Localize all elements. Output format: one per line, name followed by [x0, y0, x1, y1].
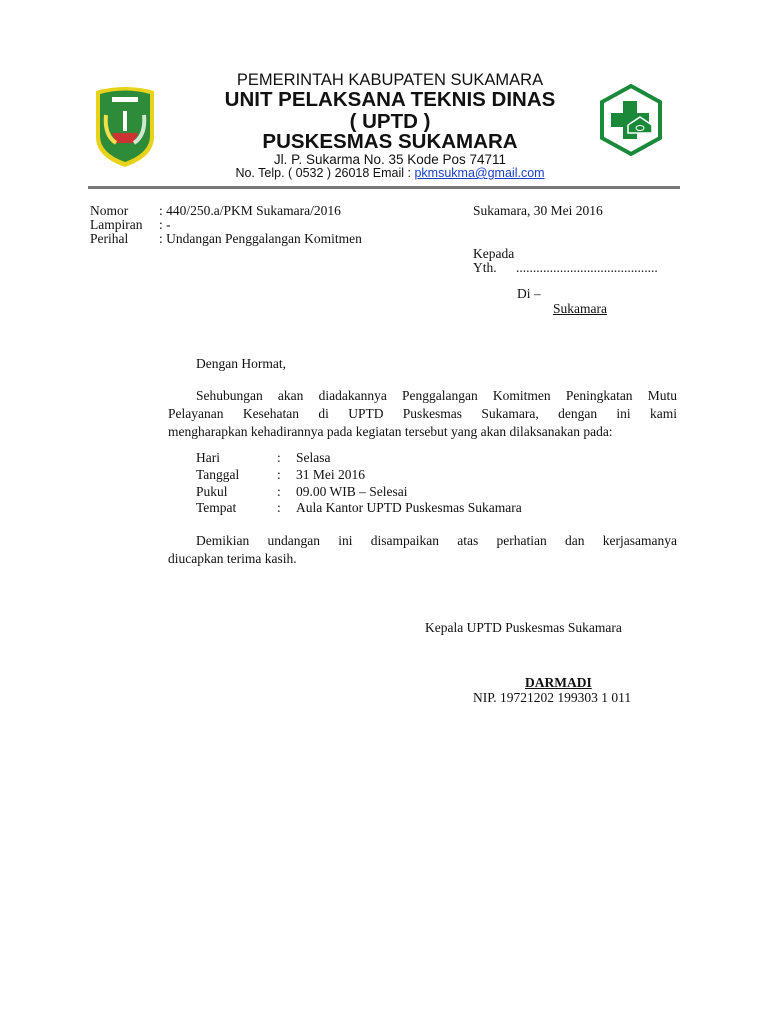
detail-value: 09.00 WIB – Selesai [296, 484, 408, 499]
detail-colon: : [277, 500, 281, 515]
detail-value: 31 Mei 2016 [296, 467, 365, 482]
letter-date: Sukamara, 30 Mei 2016 [473, 203, 603, 218]
header-puskesmas: PUSKESMAS SUKAMARA [262, 130, 518, 153]
recipient-di: Di – [517, 286, 541, 301]
detail-colon: : [277, 467, 281, 482]
paragraph-line: Pelayanan Kesehatan di UPTD Puskesmas Sukamara, dengan ini kami [168, 406, 677, 421]
header-divider [88, 186, 680, 189]
detail-colon: : [277, 484, 281, 499]
recipient-blank: .......................................... [516, 260, 658, 275]
signatory-name: DARMADI [525, 675, 592, 690]
lampiran-value: : - [159, 217, 171, 232]
detail-label: Tanggal [196, 467, 240, 482]
detail-label: Tempat [196, 500, 237, 515]
recipient-city: Sukamara [553, 301, 607, 316]
paragraph-line: Sehubungan akan diadakannya Penggalangan Komitmen Peningkatan Mutu [196, 388, 677, 403]
regency-emblem-logo [92, 85, 158, 169]
paragraph-line: mengharapkan kehadirannya pada kegiatan tersebut yang akan dilaksanakan pada: [168, 424, 613, 439]
perihal-label: Perihal [90, 231, 129, 246]
closing-line: Demikian undangan ini disampaikan atas perhatian dan kerjasamanya [196, 533, 677, 548]
nomor-label: Nomor [90, 203, 129, 218]
email-link[interactable]: pkmsukma@gmail.com [414, 166, 545, 180]
header-contact: No. Telp. ( 0532 ) 26018 Email : pkmsukma@gmail.com [235, 166, 545, 180]
detail-value: Selasa [296, 450, 331, 465]
lampiran-label: Lampiran [90, 217, 143, 232]
closing-line: diucapkan terima kasih. [168, 551, 297, 566]
signatory-nip: NIP. 19721202 199303 1 011 [473, 690, 632, 705]
recipient-kepada: Kepada [473, 246, 515, 261]
recipient-yth: Yth. [473, 260, 497, 275]
detail-value: Aula Kantor UPTD Puskesmas Sukamara [296, 500, 522, 515]
signatory-title: Kepala UPTD Puskesmas Sukamara [425, 620, 622, 635]
detail-colon: : [277, 450, 281, 465]
nomor-value: : 440/250.a/PKM Sukamara/2016 [159, 203, 341, 218]
greeting: Dengan Hormat, [196, 356, 286, 371]
detail-label: Hari [196, 450, 220, 465]
puskesmas-logo [598, 83, 664, 157]
header-uptd: ( UPTD ) [349, 110, 431, 133]
detail-label: Pukul [196, 484, 228, 499]
perihal-value: : Undangan Penggalangan Komitmen [159, 231, 362, 246]
header-unit: UNIT PELAKSANA TEKNIS DINAS [224, 88, 556, 111]
header-address: Jl. P. Sukarma No. 35 Kode Pos 74711 [273, 152, 507, 167]
header-government: PEMERINTAH KABUPATEN SUKAMARA [236, 71, 544, 89]
